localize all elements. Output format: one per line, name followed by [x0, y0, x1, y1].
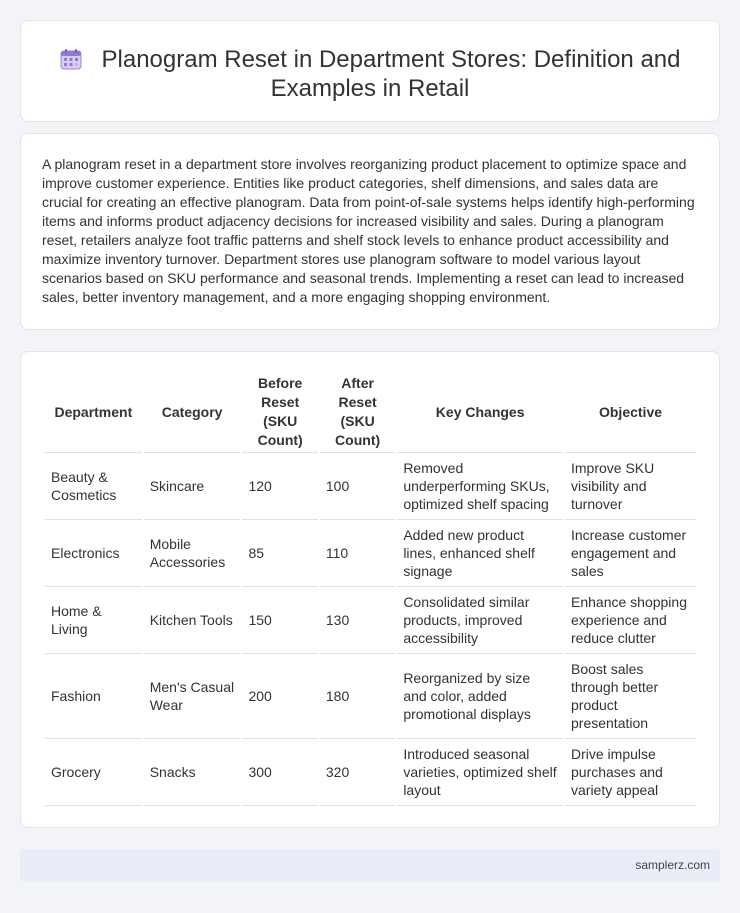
header-before-reset: Before Reset (SKU Count) — [242, 372, 317, 453]
footer-bar — [20, 849, 720, 882]
header-key-changes: Key Changes — [397, 372, 563, 453]
cell-department: Electronics — [45, 520, 142, 587]
cell-key-changes: Added new product lines, enhanced shelf signage — [397, 520, 563, 587]
cell-department: Home & Living — [45, 587, 142, 654]
cell-department: Fashion — [45, 654, 142, 739]
title-wrap — [21, 45, 719, 103]
title-card — [20, 20, 720, 122]
table-row — [45, 739, 696, 806]
page-title — [21, 45, 719, 103]
table-header-row — [45, 372, 696, 453]
cell-objective: Increase customer engagement and sales — [565, 520, 696, 587]
cell-department: Grocery — [45, 739, 142, 806]
cell-after: 130 — [320, 587, 395, 654]
header-department: Department — [45, 372, 142, 453]
header-after-reset: After Reset (SKU Count) — [320, 372, 395, 453]
cell-before: 200 — [242, 654, 317, 739]
cell-category: Men's Casual Wear — [144, 654, 241, 739]
cell-objective: Improve SKU visibility and turnover — [565, 453, 696, 520]
table-row — [45, 520, 696, 587]
calendar-icon — [60, 48, 82, 70]
cell-key-changes: Introduced seasonal varieties, optimized shelf layout — [397, 739, 563, 806]
cell-after: 180 — [320, 654, 395, 739]
cell-after: 320 — [320, 739, 395, 806]
cell-department: Beauty & Cosmetics — [45, 453, 142, 520]
header-category: Category — [144, 372, 241, 453]
cell-category: Kitchen Tools — [144, 587, 241, 654]
cell-after: 100 — [320, 453, 395, 520]
table-row — [45, 587, 696, 654]
cell-objective: Drive impulse purchases and variety appeal — [565, 739, 696, 806]
table-row — [45, 654, 696, 739]
cell-category: Skincare — [144, 453, 241, 520]
cell-before: 120 — [242, 453, 317, 520]
cell-category: Snacks — [144, 739, 241, 806]
table-card — [20, 351, 720, 828]
cell-category: Mobile Accessories — [144, 520, 241, 587]
footer-brand-link[interactable]: samplerz.com — [635, 858, 710, 872]
cell-before: 150 — [242, 587, 317, 654]
page-title-text: Planogram Reset in Department Stores: Definition and Examples in Retail — [101, 46, 681, 102]
cell-after: 110 — [320, 520, 395, 587]
table-row — [45, 453, 696, 520]
intro-card — [20, 133, 720, 330]
cell-key-changes: Consolidated similar products, improved accessibility — [397, 587, 563, 654]
cell-objective: Enhance shopping experience and reduce clutter — [565, 587, 696, 654]
cell-objective: Boost sales through better product presentation — [565, 654, 696, 739]
cell-key-changes: Removed underperforming SKUs, optimized shelf spacing — [397, 453, 563, 520]
cell-before: 300 — [242, 739, 317, 806]
cell-before: 85 — [242, 520, 317, 587]
header-objective: Objective — [565, 372, 696, 453]
planogram-table — [43, 372, 698, 806]
intro-paragraph: A planogram reset in a department store involves reorganizing product placement to optimize space and improve customer experience. Entities like product categories, shelf dimensions, and sales data are crucial for creating an effective planogram. Data from point-of-sale systems helps identify high-performing items and informs product adjacency decisions for increased visibility and sales. During a planogram reset, retailers analyze foot traffic patterns and shelf stock levels to enhance product accessibility and maximize inventory turnover. Department stores use planogram software to model various layout scenarios based on SKU performance and seasonal trends. Implementing a reset can lead to increased sales, better inventory management, and a more engaging shopping environment. — [42, 156, 695, 305]
cell-key-changes: Reorganized by size and color, added promotional displays — [397, 654, 563, 739]
